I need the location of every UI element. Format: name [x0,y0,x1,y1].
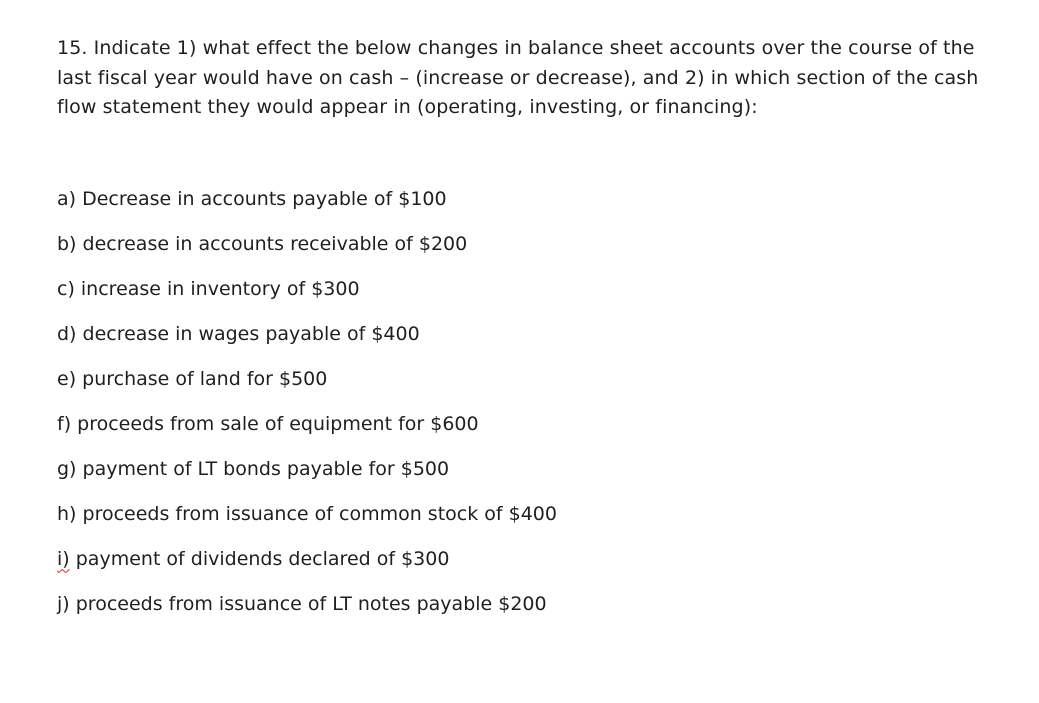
item-marker: g) [57,457,77,480]
list-item [57,185,1007,230]
item-marker: a) [57,187,77,210]
item-marker: d) [57,322,77,345]
question-text: 15. Indicate 1) what effect the below changes in balance sheet accounts over the course of the last fiscal year would have on cash – (increase or decrease), and 2) in which section of the cash flow statement they would appear in (operating, investing, or financing): [57,37,979,118]
list-item [57,455,1007,500]
item-text: increase in inventory of $300 [80,277,360,300]
item-text: proceeds from issuance of common stock of $400 [82,502,557,525]
item-list [57,185,1007,635]
list-item [57,230,1007,275]
item-text: payment of LT bonds payable for $500 [82,457,450,480]
item-text: decrease in accounts receivable of $200 [82,232,468,255]
list-item [57,500,1007,545]
document-body [57,34,1007,635]
list-item [57,275,1007,320]
item-marker-spellcheck: i) [57,547,70,570]
item-text: payment of dividends declared of $300 [75,547,450,570]
list-item [57,320,1007,365]
item-marker: f) [57,412,72,435]
item-text: Decrease in accounts payable of $100 [82,187,447,210]
list-item [57,365,1007,410]
list-item [57,545,1007,590]
item-text: proceeds from issuance of LT notes payable $200 [75,592,547,615]
list-item [57,590,1007,635]
item-text: decrease in wages payable of $400 [82,322,420,345]
item-marker: h) [57,502,77,525]
item-marker: c) [57,277,75,300]
item-marker: b) [57,232,77,255]
item-text: purchase of land for $500 [82,367,328,390]
item-marker: e) [57,367,77,390]
list-item [57,410,1007,455]
item-marker: j) [57,592,70,615]
item-text: proceeds from sale of equipment for $600 [77,412,479,435]
